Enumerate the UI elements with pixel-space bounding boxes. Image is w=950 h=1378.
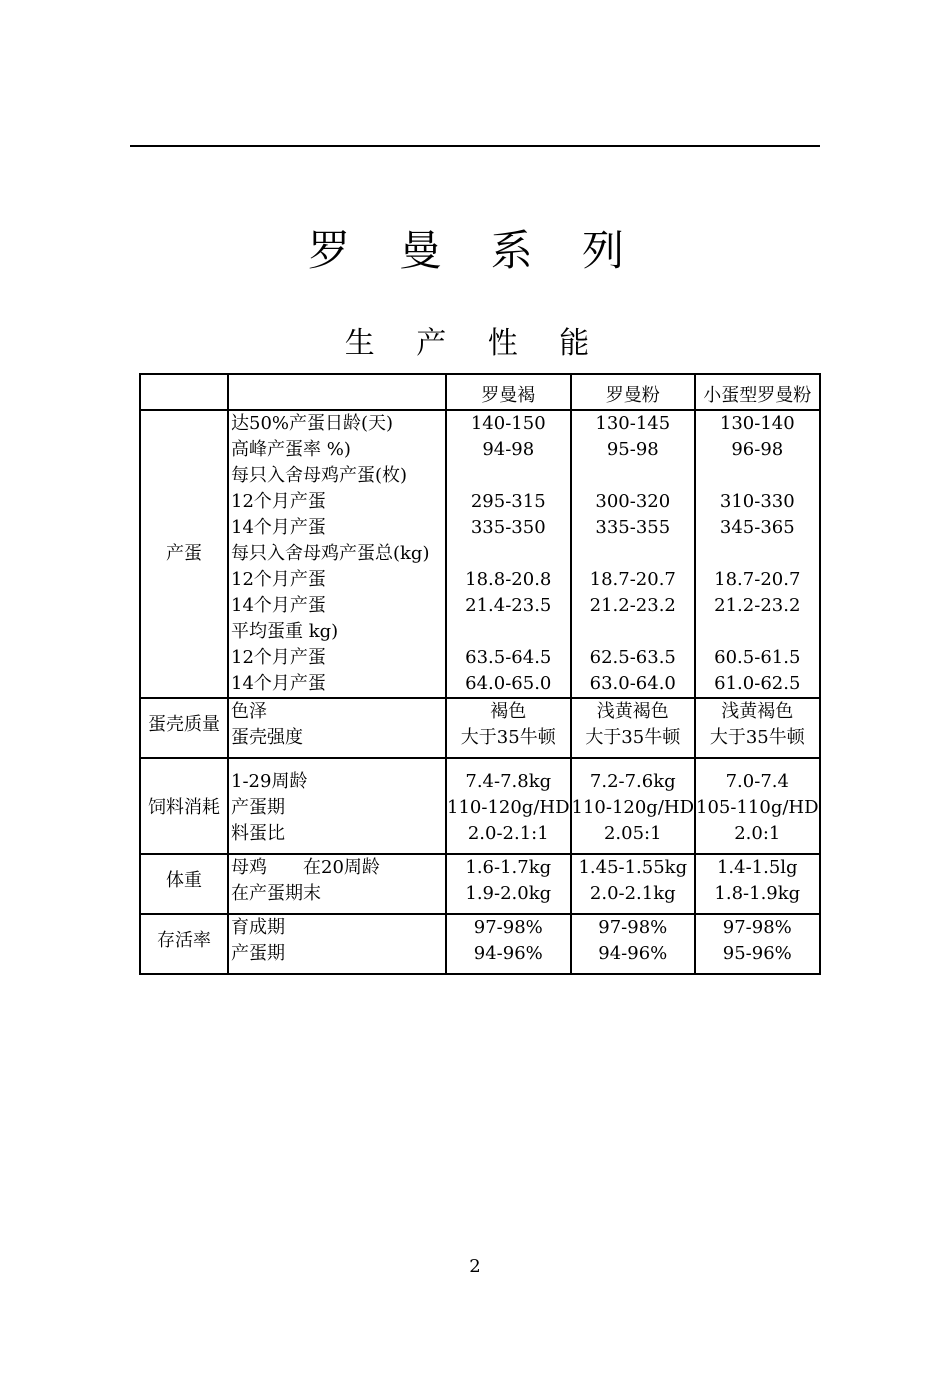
table-row-egg-production [140, 410, 820, 698]
item-label: 在产蛋期末 [231, 883, 321, 904]
value-cell-small-luoman-pink [695, 914, 820, 974]
table-row-shell-quality [140, 698, 820, 758]
item-label: 高峰产蛋率 %) [231, 439, 351, 460]
page-number: 2 [469, 1256, 481, 1277]
value: 2.0-2.1:1 [467, 823, 549, 844]
value: 130-145 [595, 413, 671, 434]
item-label: 料蛋比 [231, 823, 285, 844]
item-cell [228, 410, 446, 698]
value-cell-luoman-brown [446, 758, 571, 854]
performance-table [139, 373, 821, 975]
item-label: 母鸡 在20周龄 [231, 857, 380, 878]
item-cell [228, 854, 446, 914]
header-cell-small-luoman-pink: 小蛋型罗曼粉 [695, 374, 820, 410]
value: 105-110g/HD [696, 797, 819, 818]
item-label: 色泽 [231, 701, 267, 722]
table-row-survival-rate [140, 914, 820, 974]
value: 浅黄褐色 [596, 701, 669, 722]
value-cell-small-luoman-pink [695, 698, 820, 758]
item-cell [228, 698, 446, 758]
value: 300-320 [595, 491, 671, 512]
value: 140-150 [470, 413, 546, 434]
item-label: 平均蛋重 kg) [231, 621, 339, 642]
value: 110-120g/HD [447, 797, 570, 818]
item-cell [228, 758, 446, 854]
value: 63.0-64.0 [589, 673, 676, 694]
value: 94-96% [473, 943, 543, 964]
value-cell-small-luoman-pink [695, 410, 820, 698]
table-row-feed-consumption [140, 758, 820, 854]
value: 310-330 [719, 491, 795, 512]
value [696, 463, 819, 489]
value: 21.2-23.2 [714, 595, 801, 616]
value: 1.9-2.0kg [465, 883, 552, 904]
value: 95-98 [606, 439, 659, 460]
value [572, 619, 695, 645]
value-cell-luoman-pink [571, 698, 696, 758]
value: 2.0-2.1kg [589, 883, 676, 904]
header-cell-item [228, 374, 446, 410]
value: 7.0-7.4 [725, 771, 789, 792]
value: 大于35牛顿 [709, 727, 805, 748]
value: 21.2-23.2 [589, 595, 676, 616]
value: 94-96% [598, 943, 668, 964]
value-cell-luoman-brown [446, 914, 571, 974]
category-cell-shell-quality: 蛋壳质量 [140, 698, 228, 758]
item-label: 产蛋期 [231, 797, 285, 818]
value: 130-140 [719, 413, 795, 434]
value-cell-luoman-brown [446, 854, 571, 914]
value: 大于35牛顿 [585, 727, 681, 748]
item-label: 1-29周龄 [231, 771, 308, 792]
value: 褐色 [490, 701, 527, 722]
value: 97-98% [473, 917, 543, 938]
header-cell-category [140, 374, 228, 410]
value-cell-luoman-pink [571, 914, 696, 974]
header-cell-luoman-brown: 罗曼褐 [446, 374, 571, 410]
value: 62.5-63.5 [589, 647, 676, 668]
value [447, 619, 570, 645]
value: 97-98% [598, 917, 668, 938]
category-cell-feed-consumption: 饲料消耗 [140, 758, 228, 854]
item-label: 14个月产蛋 [231, 673, 326, 694]
value: 1.45-1.55kg [578, 857, 688, 878]
value: 21.4-23.5 [465, 595, 552, 616]
value: 335-355 [595, 517, 671, 538]
value-cell-luoman-pink [571, 758, 696, 854]
value [696, 619, 819, 645]
table-row-body-weight [140, 854, 820, 914]
value: 63.5-64.5 [465, 647, 552, 668]
value: 1.4-1.5lg [716, 857, 798, 878]
item-label: 12个月产蛋 [231, 647, 326, 668]
item-label: 14个月产蛋 [231, 595, 326, 616]
item-label: 每只入舍母鸡产蛋(枚) [231, 465, 408, 486]
item-label: 14个月产蛋 [231, 517, 326, 538]
value: 335-350 [470, 517, 546, 538]
value: 1.8-1.9kg [714, 883, 801, 904]
item-label: 每只入舍母鸡产蛋总(kg) [231, 543, 430, 564]
value [696, 541, 819, 567]
item-label: 达50%产蛋日龄(天) [231, 413, 394, 434]
value [447, 463, 570, 489]
page-title: 罗 曼 系 列 [307, 226, 643, 275]
value: 64.0-65.0 [465, 673, 552, 694]
item-label: 产蛋期 [231, 943, 285, 964]
value: 110-120g/HD [571, 797, 695, 818]
header-cell-luoman-pink: 罗曼粉 [571, 374, 696, 410]
table-header-row [140, 374, 820, 410]
value: 18.8-20.8 [465, 569, 552, 590]
value-cell-luoman-brown [446, 410, 571, 698]
value: 95-96% [722, 943, 792, 964]
value: 18.7-20.7 [714, 569, 801, 590]
value: 96-98 [731, 439, 784, 460]
value-cell-luoman-brown [446, 698, 571, 758]
section-subtitle: 生 产 性 能 [344, 326, 606, 361]
value: 2.05:1 [603, 823, 662, 844]
header-rule [130, 145, 820, 147]
value-cell-small-luoman-pink [695, 758, 820, 854]
value [447, 541, 570, 567]
value: 61.0-62.5 [714, 673, 801, 694]
category-cell-survival-rate: 存活率 [140, 914, 228, 974]
item-label: 12个月产蛋 [231, 491, 326, 512]
category-cell-body-weight: 体重 [140, 854, 228, 914]
item-label: 12个月产蛋 [231, 569, 326, 590]
value-cell-small-luoman-pink [695, 854, 820, 914]
value: 97-98% [722, 917, 792, 938]
item-label: 蛋壳强度 [231, 727, 303, 748]
value: 7.4-7.8kg [465, 771, 552, 792]
category-cell-egg-production: 产蛋 [140, 410, 228, 698]
value: 浅黄褐色 [721, 701, 794, 722]
value-cell-luoman-pink [571, 854, 696, 914]
item-label: 育成期 [231, 917, 285, 938]
value: 1.6-1.7kg [465, 857, 552, 878]
value: 大于35牛顿 [460, 727, 556, 748]
item-cell [228, 914, 446, 974]
value: 60.5-61.5 [714, 647, 801, 668]
value: 18.7-20.7 [589, 569, 676, 590]
value: 94-98 [482, 439, 535, 460]
value: 295-315 [470, 491, 546, 512]
value [572, 541, 695, 567]
value: 7.2-7.6kg [589, 771, 676, 792]
value-cell-luoman-pink [571, 410, 696, 698]
value: 345-365 [719, 517, 795, 538]
value: 2.0:1 [734, 823, 781, 844]
value [572, 463, 695, 489]
